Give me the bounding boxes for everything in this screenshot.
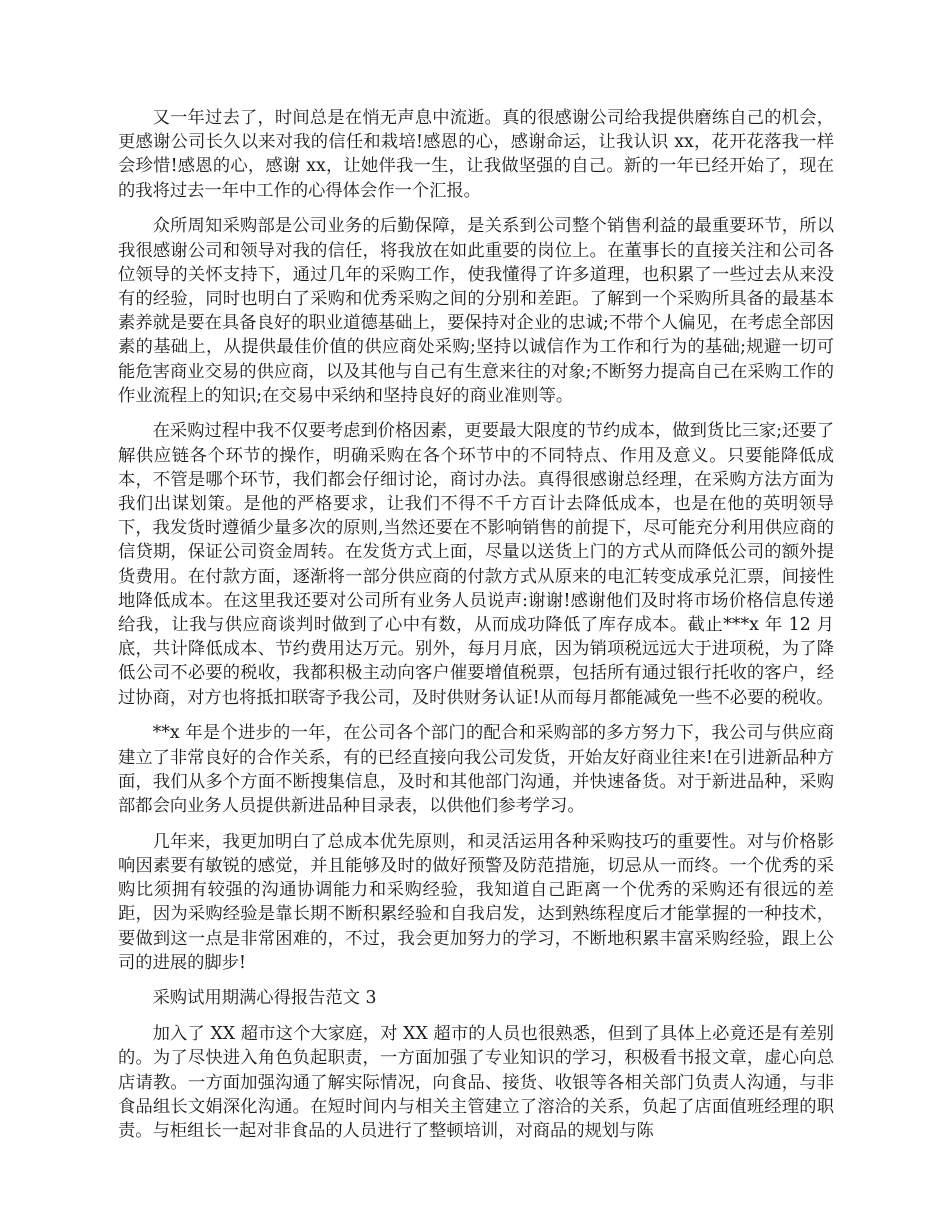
paragraph-cost-saving: 在采购过程中我不仅要考虑到价格因素，更要最大限度的节约成本，做到货比三家;还要了解供应链各个环节的操作，明确采购在各个环节中的不同特点、作用及意义。只要能降低成本，不管是哪个环节，我们都会仔细讨论，商讨办法。真得很感谢总经理，在采购方法方面为我们出谋划策。是他的严格要求，让我们不得不千方百计去降低成本，也是在他的英明领导下，我发货时遵循少量多次的原则,当然还要在不影响销售的前提下，尽可能充分利用供应商的信贷期，保证公司资金周转。在发货方式上面，尽量以送货上门的方式从而降低公司的额外提货费用。在付款方面，逐渐将一部分供应商的付款方式从原来的电汇转变成承兑汇票，间接性地降低成本。在这里我还要对公司所有业务人员说声:谢谢!感谢他们及时将市场价格信息传递给我，让我与供应商谈判时做到了心中有数，从而成功降低了库存成本。截止***x 年 12 月底，共计降低成本、节约费用达万元。别外，每月月底，因为销项税远远大于进项税，为了降低公司不必要的税收，我都积极主动向客户催要增值税票，包括所有通过银行托收的客户，经过协商，对方也将抵扣联寄予我公司，及时供财务认证!从而每月都能减免一些不必要的税收。: [118, 421, 834, 708]
paragraph-supermarket: 加入了 XX 超市这个大家庭，对 XX 超市的人员也很熟悉，但到了具体上必竟还是有差别的。为了尽快进入角色负起职责，一方面加强了专业知识的学习，积极看书报文章，虚心向总店请教。一方面加强沟通了解实际情况，向食品、接货、收银等各相关部门负责人沟通，与非食品组长文娟深化沟通。在短时间内与相关主管建立了溶洽的关系，负起了店面值班经理的职责。与柜组长一起对非食品的人员进行了整顿培训，对商品的规划与陈: [118, 1024, 834, 1141]
paragraph-intro: 又一年过去了，时间总是在悄无声息中流逝。真的很感谢公司给我提供磨练自己的机会，更感谢公司长久以来对我的信任和栽培!感恩的心，感谢命运，让我认识 xx，花开花落我一样会珍惜!感恩的心，感谢 xx，让她伴我一生，让我做坚强的自己。新的一年已经开始了，现在的我将过去一年中工作的心得体会作一个汇报。: [118, 108, 834, 201]
paragraph-role: 众所周知采购部是公司业务的后勤保障，是关系到公司整个销售利益的最重要环节，所以我很感谢公司和领导对我的信任，将我放在如此重要的岗位上。在董事长的直接关注和公司各位领导的关怀支持下，通过几年的采购工作，使我懂得了许多道理，也积累了一些过去从来没有的经验，同时也明白了采购和优秀采购之间的分别和差距。了解到一个采购所具备的最基本素养就是要在具备良好的职业道德基础上，要保持对企业的忠诚;不带个人偏见，在考虑全部因素的基础上，从提供最佳价值的供应商处采购;坚持以诚信作为工作和行为的基础;规避一切可能危害商业交易的供应商，以及其他与自己有生意来往的对象;不断努力提高自己在采购工作的作业流程上的知识;在交易中采纳和坚持良好的商业准则等。: [118, 216, 834, 406]
section-heading: 采购试用期满心得报告范文 3: [152, 988, 377, 1009]
document-body: [118, 106, 834, 1155]
paragraph-reflection: 几年来，我更加明白了总成本优先原则，和灵活运用各种采购技巧的重要性。对与价格影响因素要有敏锐的感觉，并且能够及时的做好预警及防范措施，切忌从一而终。一个优秀的采购比须拥有较强的沟通协调能力和采购经验，我知道自己距离一个优秀的采购还有很远的差距，因为采购经验是靠长期不断积累经验和自我启发，达到熟练程度后才能掌握的一种技术，要做到这一点是非常困难的，不过，我会更加努力的学习，不断地积累丰富采购经验，跟上公司的进展的脚步!: [118, 831, 834, 973]
paragraph-progress: **x 年是个进步的一年，在公司各个部门的配合和采购部的多方努力下，我公司与供应商建立了非常良好的合作关系，有的已经直接向我公司发货，开始友好商业往来!在引进新品种方面，我们从多个方面不断搜集信息，及时和其他部门沟通，并快速备货。对于新进品种，采购部都会向业务人员提供新进品种目录表，以供他们参考学习。: [118, 723, 834, 816]
